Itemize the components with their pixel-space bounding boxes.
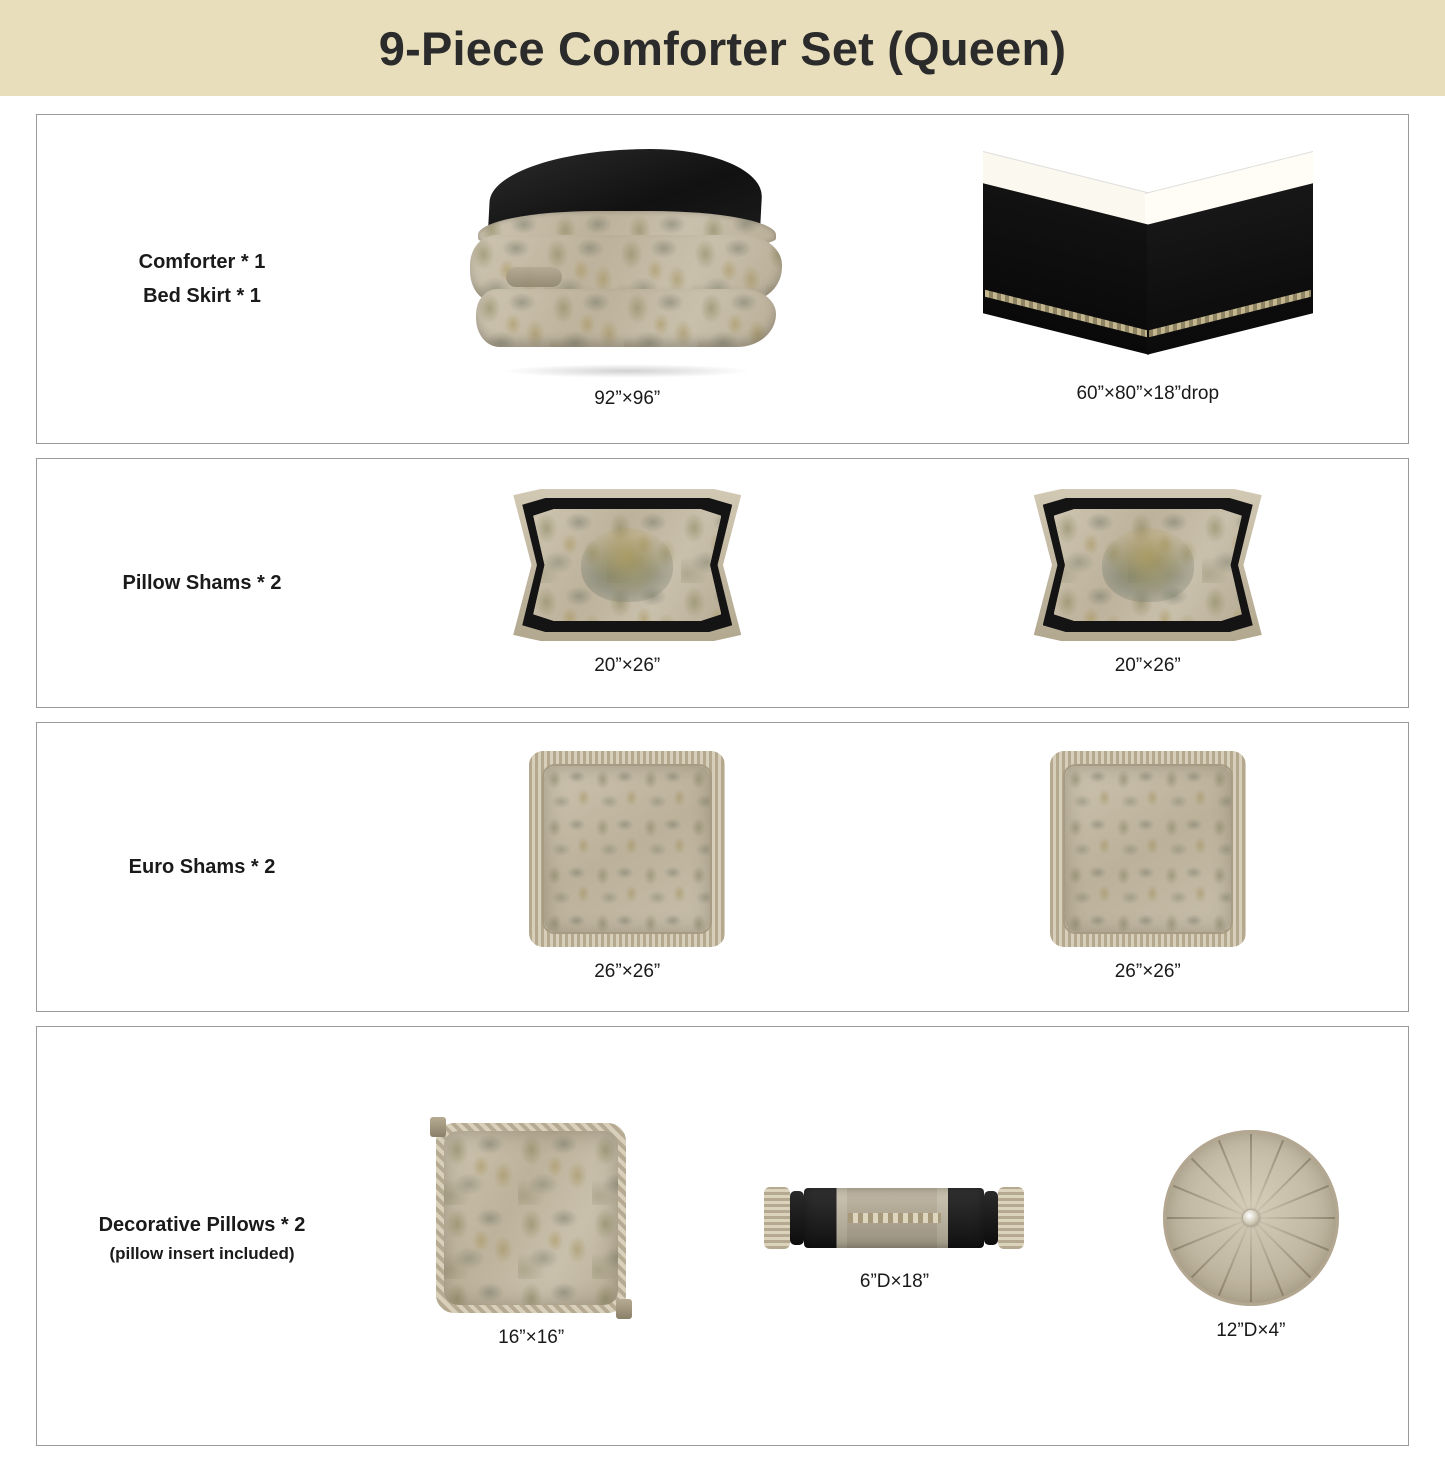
sham-paisley-face <box>1054 509 1242 621</box>
item-pillow-sham-2 <box>1034 489 1262 677</box>
section-label-decorative-pillows: Decorative Pillows * 2 <box>98 1214 306 1236</box>
comforter-illustration <box>462 149 792 374</box>
square-pillow-corner-tassel <box>430 1117 446 1137</box>
section-sublabel-insert-included: (pillow insert included) <box>109 1244 295 1263</box>
round-pillow-button-tuft <box>1243 1210 1259 1226</box>
section-label-pillow-shams: Pillow Shams * 2 <box>122 572 282 594</box>
item-bolster-pillow <box>764 1179 1024 1293</box>
sham-medallion-motif <box>581 528 673 602</box>
bolster-body <box>804 1188 984 1248</box>
section-label-group <box>37 459 367 707</box>
bolster-end-cap-left <box>790 1191 804 1245</box>
bolster-dimension: 6”D×18” <box>859 1271 930 1292</box>
section-items <box>367 723 1408 1011</box>
item-pillow-sham-1 <box>513 489 741 677</box>
pillow-sham-2-dimension: 20”×26” <box>1114 655 1181 676</box>
bolster-fringe-left <box>764 1187 790 1249</box>
comforter-fold-tuck <box>506 267 562 287</box>
section-label-group <box>37 1027 367 1445</box>
sham-paisley-face <box>533 509 721 621</box>
euro-sham-welt <box>1063 764 1233 934</box>
item-euro-sham-2 <box>1050 751 1246 983</box>
section-label-euro-shams: Euro Shams * 2 <box>128 856 276 878</box>
section-items <box>367 115 1408 443</box>
sections-container <box>0 96 1445 1478</box>
section-decorative-pillows <box>36 1026 1409 1446</box>
bolster-end-cap-right <box>984 1191 998 1245</box>
section-items <box>367 459 1408 707</box>
round-pillow-illustration <box>1163 1130 1339 1306</box>
square-pillow-corner-tassel <box>616 1299 632 1319</box>
page-title: 9-Piece Comforter Set (Queen) <box>378 21 1067 75</box>
section-pillow-shams <box>36 458 1409 708</box>
square-pillow-dimension: 16”×16” <box>498 1327 565 1348</box>
bolster-braid-trim <box>848 1213 942 1223</box>
comforter-dimension: 92”×96” <box>594 387 661 409</box>
bolster-fringe-right <box>998 1187 1024 1249</box>
bed-skirt-dimension: 60”×80”×18”drop <box>1076 382 1220 404</box>
section-label-group <box>37 115 367 443</box>
pillow-sham-illustration <box>1034 489 1262 641</box>
pillow-sham-1-dimension: 20”×26” <box>594 655 661 676</box>
item-comforter <box>462 149 792 410</box>
comforter-shadow <box>502 364 752 378</box>
pillow-sham-illustration <box>513 489 741 641</box>
euro-sham-1-dimension: 26”×26” <box>594 961 661 982</box>
item-bed-skirt <box>983 154 1313 405</box>
section-comforter-bedskirt <box>36 114 1409 444</box>
header-banner <box>0 0 1445 96</box>
item-square-decorative-pillow <box>436 1123 626 1349</box>
sham-medallion-motif <box>1102 528 1194 602</box>
item-round-tufted-pillow <box>1163 1130 1339 1342</box>
bolster-illustration <box>764 1179 1024 1257</box>
section-label-comforter: Comforter * 1 <box>138 251 266 273</box>
square-pillow-illustration <box>436 1123 626 1313</box>
bed-skirt-illustration <box>983 154 1313 369</box>
item-euro-sham-1 <box>529 751 725 983</box>
euro-sham-welt <box>542 764 712 934</box>
section-label-bed-skirt: Bed Skirt * 1 <box>143 285 261 307</box>
euro-sham-2-dimension: 26”×26” <box>1114 961 1181 982</box>
round-pillow-dimension: 12”D×4” <box>1216 1320 1286 1341</box>
section-items <box>367 1027 1408 1445</box>
section-euro-shams <box>36 722 1409 1012</box>
comforter-fold-lower <box>476 289 776 347</box>
euro-sham-illustration <box>1050 751 1246 947</box>
euro-sham-illustration <box>529 751 725 947</box>
section-label-group <box>37 723 367 1011</box>
square-pillow-face <box>444 1131 618 1305</box>
